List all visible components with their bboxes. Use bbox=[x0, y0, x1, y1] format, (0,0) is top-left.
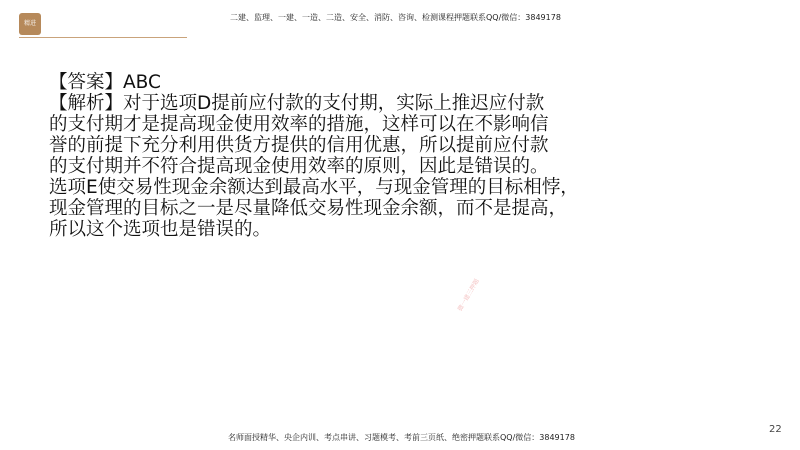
page-number: 22 bbox=[769, 424, 782, 435]
watermark: 微一建三押题 bbox=[456, 277, 481, 313]
answer-explanation bbox=[49, 72, 629, 240]
explanation-line: 现金管理的目标之一是尽量降低交易性现金余额，而不是提高， bbox=[49, 198, 568, 219]
explanation-line: 所以这个选项也是错误的。 bbox=[49, 219, 272, 240]
header-contact-text: 二建、监理、一建、一造、二造、安全、消防、咨询、检测课程押题联系QQ/微信：3849178 bbox=[230, 13, 561, 22]
answer-line: 【答案】ABC bbox=[49, 72, 161, 93]
brand-logo bbox=[19, 13, 41, 35]
explanation-line: 【解析】对于选项D提前应付款的支付期，实际上推迟应付款 bbox=[49, 93, 545, 114]
explanation-line: 选项E使交易性现金余额达到最高水平，与现金管理的目标相悖， bbox=[49, 177, 579, 198]
explanation-line: 誉的前提下充分利用供货方提供的信用优惠，所以提前应付款 bbox=[49, 135, 549, 156]
footer-contact-text: 名师面授精华、央企内训、考点串讲、习题模考、考前三页纸、绝密押题联系QQ/微信：3849178 bbox=[228, 433, 575, 442]
brand-logo-text: 精进 bbox=[23, 20, 36, 27]
explanation-line: 的支付期才是提高现金使用效率的措施，这样可以在不影响信 bbox=[49, 114, 549, 135]
explanation-line: 的支付期并不符合提高现金使用效率的原则，因此是错误的。 bbox=[49, 156, 549, 177]
header-divider bbox=[19, 37, 187, 38]
